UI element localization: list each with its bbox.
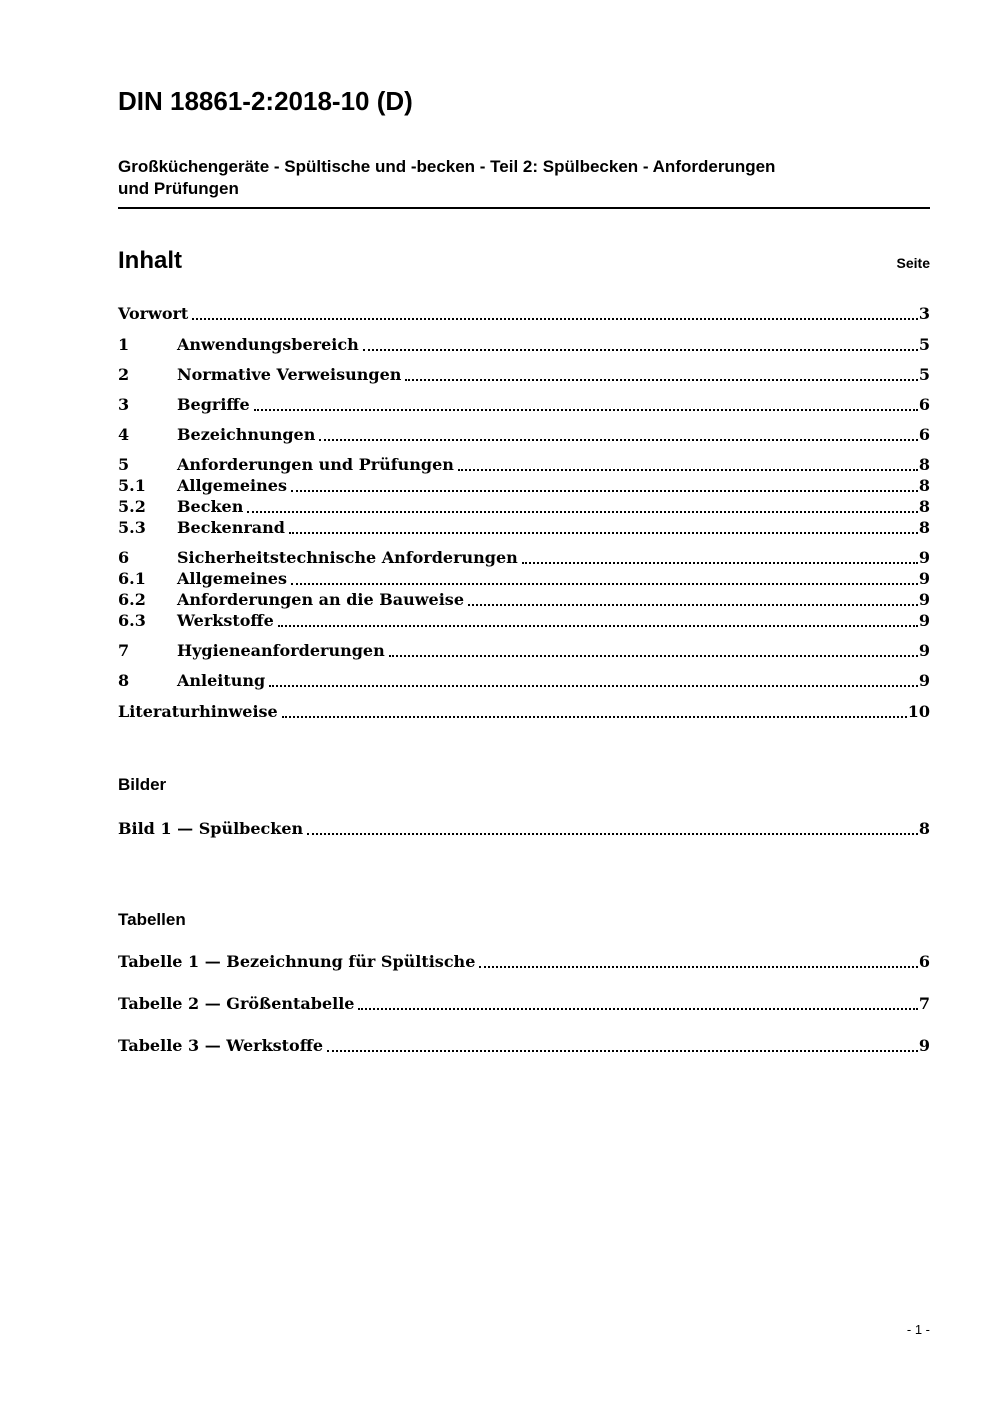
toc-entry-number: 5.1 <box>118 476 146 495</box>
table-entry-page: 9 <box>918 1036 930 1055</box>
toc-entry <box>118 334 930 355</box>
toc-entry-label: Anforderungen an die Bauweise <box>177 590 464 609</box>
toc-entry-number: 7 <box>118 641 130 660</box>
figures-heading: Bilder <box>118 775 167 794</box>
dot-leader <box>291 583 918 585</box>
toc-entry <box>118 475 930 496</box>
toc-entry-label: Sicherheitstechnische Anforderungen <box>177 548 518 567</box>
toc-entry <box>118 394 930 415</box>
dot-leader <box>307 833 918 835</box>
table-entry <box>118 1035 930 1056</box>
toc-list <box>118 303 930 722</box>
toc-entry-page: 8 <box>918 518 930 537</box>
toc-entry <box>118 364 930 385</box>
toc-entry <box>118 610 930 631</box>
toc-entry-label: Vorwort <box>118 304 189 323</box>
table-entry-page: 6 <box>918 952 930 971</box>
toc-entry-number: 4 <box>118 425 130 444</box>
toc-entry-number: 3 <box>118 395 130 414</box>
page-number-footer: - 1 - <box>906 1322 930 1337</box>
toc-entry-label: Allgemeines <box>177 569 287 588</box>
table-entry-label: Tabelle 2 — Größentabelle <box>118 994 355 1013</box>
table-entry <box>118 993 930 1014</box>
toc-header-row <box>118 247 930 275</box>
toc-entry-label: Werkstoffe <box>177 611 274 630</box>
toc-entry <box>118 454 930 475</box>
toc-entry-label: Literaturhinweise <box>118 702 278 721</box>
toc-entry-label: Anforderungen und Prüfungen <box>177 455 454 474</box>
dot-leader <box>254 409 918 411</box>
toc-entry-number: 6.1 <box>118 569 146 588</box>
toc-entry-page: 9 <box>918 641 930 660</box>
toc-entry-number: 6 <box>118 548 130 567</box>
toc-entry-page: 5 <box>918 335 930 354</box>
dot-leader <box>405 379 917 381</box>
document-header <box>118 86 930 275</box>
figure-entry-page: 8 <box>918 819 930 838</box>
toc-entry <box>118 496 930 517</box>
toc-entry-page: 9 <box>918 590 930 609</box>
toc-entry <box>118 701 930 722</box>
toc-entry-number: 6.3 <box>118 611 146 630</box>
toc-entry-page: 6 <box>918 395 930 414</box>
toc-entry <box>118 547 930 568</box>
toc-entry-label: Anleitung <box>177 671 266 690</box>
doc-subtitle-line1: Großküchengeräte - Spültische und -becken - Teil 2: Spülbecken - Anforderungen <box>118 157 776 176</box>
dot-leader <box>289 532 918 534</box>
toc-entry-number: 8 <box>118 671 130 690</box>
dot-leader <box>458 469 918 471</box>
dot-leader <box>247 511 918 513</box>
tables-heading: Tabellen <box>118 910 186 929</box>
toc-entry-page: 8 <box>918 455 930 474</box>
toc-entry <box>118 424 930 445</box>
tables-list <box>118 951 930 1056</box>
dot-leader <box>479 966 917 968</box>
toc-entry-page: 10 <box>907 702 930 721</box>
toc-heading: Inhalt <box>118 247 182 274</box>
dot-leader <box>327 1050 918 1052</box>
dot-leader <box>291 490 918 492</box>
page-column-label: Seite <box>896 255 930 271</box>
figure-entry-label: Bild 1 — Spülbecken <box>118 819 304 838</box>
dot-leader <box>192 318 918 320</box>
dot-leader <box>358 1008 917 1010</box>
toc-entry-page: 5 <box>918 365 930 384</box>
doc-subtitle-line2: und Prüfungen <box>118 179 239 198</box>
toc-entry-label: Anwendungsbereich <box>177 335 359 354</box>
table-entry <box>118 951 930 972</box>
dot-leader <box>363 349 918 351</box>
toc-entry-number: 6.2 <box>118 590 146 609</box>
toc-entry-page: 9 <box>918 611 930 630</box>
doc-title: DIN 18861-2:2018-10 (D) <box>118 86 413 116</box>
dot-leader <box>389 655 918 657</box>
toc-entry-number: 5 <box>118 455 130 474</box>
toc-entry <box>118 640 930 661</box>
toc-entry-page: 9 <box>918 569 930 588</box>
dot-leader <box>468 604 918 606</box>
toc-entry-page: 8 <box>918 497 930 516</box>
toc-entry <box>118 568 930 589</box>
toc-entry-label: Becken <box>177 497 244 516</box>
toc-entry-number: 1 <box>118 335 130 354</box>
toc-entry-number: 2 <box>118 365 130 384</box>
toc-entry-label: Allgemeines <box>177 476 287 495</box>
toc-entry <box>118 517 930 538</box>
toc-entry-page: 3 <box>918 304 930 323</box>
dot-leader <box>522 562 918 564</box>
toc-entry-label: Bezeichnungen <box>177 425 316 444</box>
toc-entry <box>118 670 930 691</box>
table-entry-page: 7 <box>918 994 930 1013</box>
toc-entry-number: 5.2 <box>118 497 146 516</box>
toc-entry-label: Beckenrand <box>177 518 285 537</box>
toc-entry-page: 6 <box>918 425 930 444</box>
dot-leader <box>269 685 918 687</box>
toc-entry <box>118 303 930 324</box>
toc-entry-label: Hygieneanforderungen <box>177 641 385 660</box>
dot-leader <box>319 439 918 441</box>
toc-entry-page: 9 <box>918 671 930 690</box>
table-entry-label: Tabelle 1 — Bezeichnung für Spültische <box>118 952 476 971</box>
toc-entry <box>118 589 930 610</box>
toc-entry-number: 5.3 <box>118 518 146 537</box>
figure-entry <box>118 818 930 839</box>
toc-entry-page: 8 <box>918 476 930 495</box>
dot-leader <box>278 625 918 627</box>
figures-list <box>118 818 930 839</box>
toc-entry-page: 9 <box>918 548 930 567</box>
toc-entry-label: Begriffe <box>177 395 250 414</box>
doc-subtitle <box>118 156 930 209</box>
toc-entry-label: Normative Verweisungen <box>177 365 402 384</box>
dot-leader <box>282 716 907 718</box>
table-entry-label: Tabelle 3 — Werkstoffe <box>118 1036 324 1055</box>
